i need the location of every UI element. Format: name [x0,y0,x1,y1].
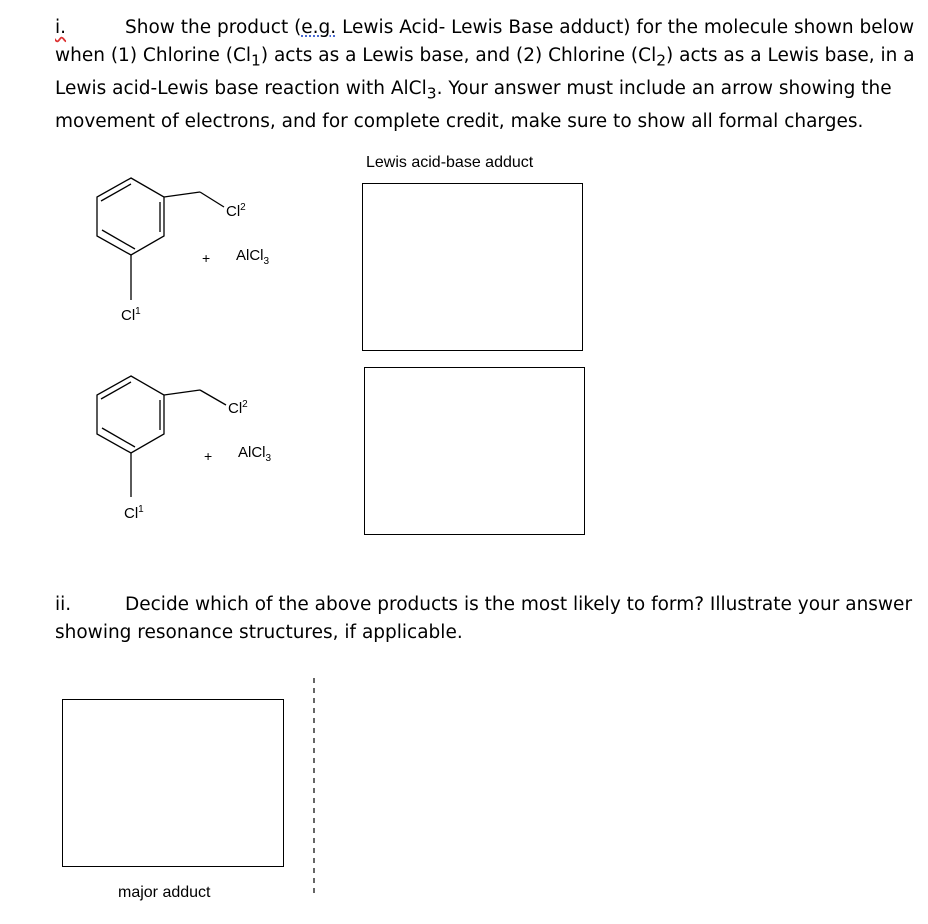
mol1-cl1-label: Cl$^1$ [121,306,141,324]
mol1-cl2-label: Cl$^2$ [226,202,246,220]
abbreviation-eg: e.g. [301,17,337,38]
question-2-text: ii. Decide which of the above products is the most likely to form? Illustrate your answer showing resonance structures, if applicable. [55,591,915,646]
mol1-reagent: AlCl$_3$ [236,247,270,267]
adduct-heading: Lewis acid-base adduct [366,154,534,171]
mol2-cl1-label: Cl$^1$ [124,504,144,522]
mol1-plus: + [202,250,211,266]
mol2-plus: + [204,448,213,464]
mol2-cl2-label: Cl$^2$ [228,399,248,417]
question-2-marker: ii. [55,594,72,615]
question-1-text: i. Show the product (e.g. Lewis Acid- Lewis Base adduct) for the molecule shown below when (1) Chlorine $(Cl_1)$ acts as a Lewis base, and (2) Chlorine $(Cl_2)$ acts as a Lewis base, in a Lewis acid-Lewis base reaction with AlCl$_3$. Your answer must include an arrow showing the movement of electrons, and for complete credit, make sure to show all formal charges. [55,14,915,135]
major-adduct-label: major adduct [118,884,211,901]
mol2-reagent: AlCl$_3$ [238,444,272,464]
question-1-marker: i. [55,17,67,38]
